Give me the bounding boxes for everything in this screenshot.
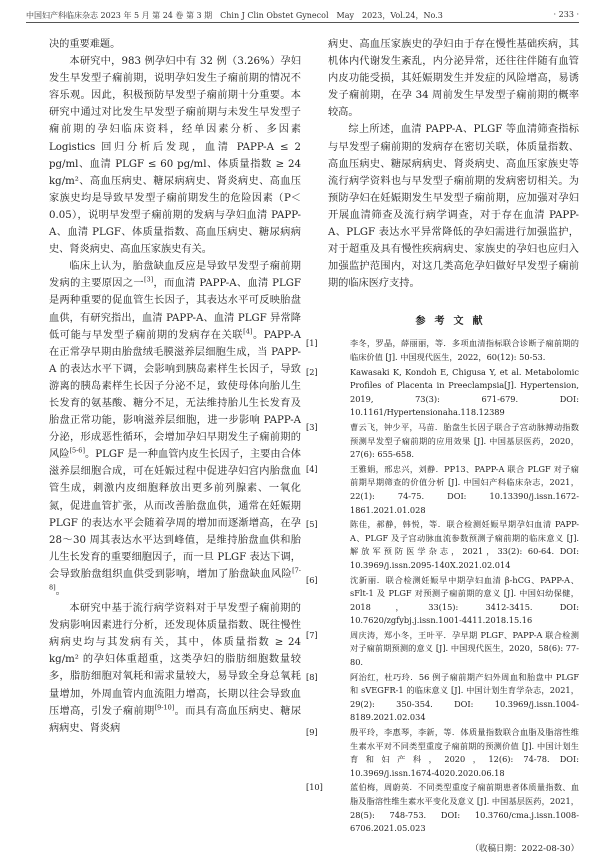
reference-number: [7] [306, 629, 318, 640]
citation: [9-10] [154, 703, 175, 712]
text-run: 临床上认为，胎盘缺血反应是导致早发型子痫前期发病的主要原因之一 [49, 261, 301, 290]
reference-item [306, 421, 579, 462]
reference-item [306, 518, 579, 572]
reference-item [306, 463, 579, 517]
citation: [3] [143, 275, 154, 284]
page-number: · 233 · [553, 10, 579, 19]
reference-number: [4] [306, 463, 318, 474]
text-run: 。而具有高血压病史、糖尿病病史、肾炎病 [49, 705, 302, 734]
reference-item [306, 366, 579, 420]
reference-text: 周庆涛，郑小冬，王叶平．孕早期 PLGF、PAPP-A 联合检测对子痫前期预测的意义 [J]. 中国现代医生，2020，58(6): 77-80. [350, 629, 579, 668]
text-run: 。PLGF 是一种血管内皮生长因子，主要由合体滋养层细胞合成，可在妊娠过程中促进孕妇宫内胎盘血管生成，刺激内皮细胞释放出更多前列腺素、一氧化氮，促进血管扩张，从而改善胎盘血供，通常在妊娠期 PLGF 的表达水平会随着孕周的增加而逐渐增高，在孕 28～30 周其表达水平达到峰值，是维持胎盘血供和胎儿生长发育的重要细胞因子，而一旦 PLGF 表达下调，会导致胎盘组织血供受到影响，增加了胎盘缺血风险 [49, 449, 301, 580]
paragraph [49, 600, 301, 737]
received-date: （收稿日期：2022-08-30） [470, 843, 579, 854]
paragraph: 病史、高血压家族史的孕妇由于存在慢性基础疾病，其机体内代谢发生紊乱，内分泌异常，还往往伴随有血管内皮功能受损，其妊娠期发生并发症的风险增高，易诱发子痫前期，在孕 34 周前发生早发型子痫前期的概率较高。 [328, 39, 579, 119]
reference-text: 殷平玲，李惠琴，李新，等．体质量指数联合血脂及脂溶性维生素水平对不同类型重度子痫前期的预测价值 [J]. 中国计划生育和妇产科，2020，12(6): 74-78. DOI: 10.3969/j.issn.1674-4020.2020.06.18 [350, 727, 579, 778]
reference-text: 沈新丽．联合检测妊娠早中期孕妇血清 β-hCG、PAPP-A、sFlt-1 及 PLGF 对预测子痫前期的意义 [J]. 中国妇幼保健，2018，33(15): 3412-3415. DOI: 10.7620/zgfybj.j.issn.1001-4411.2018.15.16 [350, 574, 579, 626]
running-header [26, 8, 579, 23]
reference-number: [6] [306, 574, 318, 585]
reference-text: 曹云飞，钟少平，马苗．胎盘生长因子联合子宫动脉搏动指数预测早发型子痫前期的应用效果 [J]. 中国基层医药，2020，27(6): 655-658. [350, 421, 579, 460]
text-run: ，而血清 PAPP-A、血清 PLGF 是两种重要的促血管生长因子，其表达水平可反映胎盘血供，有研究指出，血清 PAPP-A、血清 PLGF 异常降低可能与早发型子痫前期的发病存在关联 [49, 278, 302, 341]
reference-number: [5] [306, 519, 318, 530]
text-run: 。 [55, 586, 66, 597]
paragraph: 决的重要难题。 [49, 39, 121, 50]
right-column [306, 36, 579, 854]
reference-list [306, 337, 579, 835]
reference-number: [8] [306, 671, 318, 682]
reference-number: [3] [306, 421, 318, 432]
left-column [49, 36, 301, 737]
references-heading: 参考文献 [415, 316, 492, 328]
reference-text: 蓝伯梅，周蔚英．不同类型重度子痫前期患者体质量指数、血脂及脂溶性维生素水平变化及意义 [J]. 中国基层医药，2021，28(5): 748-753. DOI: 10.3760/cma.j.issn.1008-6706.2021.05.023 [350, 782, 579, 834]
text-run: 。PAPP-A 在正常孕早期由胎盘绒毛膜滋养层细胞生成，当 PAPP-A 的表达水平下调，会影响到胰岛素样生长因子，导致游离的胰岛素样生长因子分泌不足，致使母体向胎儿生长发育的氨基酸、糖分不足，无法维持胎儿生长发育及胎盘正常功能，影响滋养层细胞，进一步影响 PAPP-A 分泌，形成恶性循环，会增加孕妇早期发生子痫前期的风险 [49, 329, 302, 461]
reference-item [306, 629, 579, 670]
reference-text: 王雅娟，邢忠兴，刘静．PP13、PAPP-A 联合 PLGF 对子痫前期早期筛查的价值分析 [J]. 中国妇产科临床杂志，2021，22(1): 74-75. DOI: 10.13390/j.issn.1672-1861.2021.01.028 [350, 463, 579, 515]
reference-number: [2] [306, 366, 318, 377]
reference-item [306, 781, 579, 835]
reference-number: [9] [306, 727, 318, 738]
reference-item [306, 574, 579, 628]
reference-item [306, 671, 579, 725]
text-run: 本研究中基于流行病学资料对于早发型子痫前期的发病影响因素进行分析，还发现体质量指数、既往慢性病病史均与其发病有关，其中，体质量指数 ≥ 24 kg/m² 的孕妇体重超重，这类孕妇的脂肪细胞数量较多，脂肪细胞对氧耗和需求量较大，易导致全身总氧耗量增加，外周血管内血流阻力增高，长期以往会导致血压增高，引发子痫前期 [49, 603, 301, 717]
reference-text: 陈佳，郝静，韩悦，等．联合检测妊娠早期孕妇血清 PAPP-A、PLGF 及子宫动脉血流参数预测子痫前期的临床意义 [J]. 解放军预防医学杂志，2021，33(2): 60-64. DOI: 10.3969/j.issn.2095-140X.2021.02.014 [350, 519, 579, 570]
citation: [7-8] [49, 566, 301, 592]
reference-text: 阿治红，杜巧玲．56 例子痫前期产妇外周血和胎盘中 PLGF 和 sVEGFR-1 的临床意义 [J]. 中国计划生育学杂志，2021，29(2): 350-354. DOI: 10.3969/j.issn.1004-8189.2021.02.034 [350, 671, 579, 723]
citation: [4] [243, 327, 253, 336]
reference-text: 李冬，罗晶，薛丽丽，等．多项血清指标联合诊断子痫前期的临床价值 [J]. 中国现代医生，2022，60(12): 50-53. [350, 338, 579, 362]
paragraph: 综上所述，血清 PAPP-A、PLGF 等血清筛查指标与早发型子痫前期的发病存在密切关联，体质量指数、高血压病史、糖尿病病史、肾炎病史、高血压家族史等流行病学资料也与早发型子痫前期的发病密切相关。为预防孕妇在妊娠期发生早发型子痫前期，应加强对孕妇开展血清筛查及流行病学调查，对于存在血清 PAPP-A、PLGF 表达水平异常降低的孕妇需进行加强监护，对于超重及具有慢性疾病病史、家族史的孕妇也应归入加强监护范围内，对这几类高危孕妇做好早发型子痫前期的临床医疗支持。 [328, 124, 579, 290]
paragraph: 本研究中，983 例孕妇中有 32 例（3.26%）孕妇发生早发型子痫前期，说明孕妇发生子痫前期的情况不容乐观。因此，积极预防早发型子痫前期十分重要。本研究中通过对比发生早发型子痫前期与未发生早发型子痫前期的孕妇临床资料，经单因素分析、多因素 Logistics 回归分析后发现，血清 PAPP-A ≤ 2 pg/ml、血清 PLGF ≤ 60 pg/ml、体质量指数 ≥ 24 kg/m²、高血压病史、糖尿病病史、肾炎病史、高血压家族史均是导致早发型子痫前期发生的危险因素（P＜0.05），说明早发型子痫前期的发病与孕妇血清 PAPP-A、血清 PLGF、体质量指数、高血压病史、糖尿病病史、肾炎病史、高血压家族史有关。 [49, 56, 301, 256]
reference-item [306, 726, 579, 780]
reference-text: Kawasaki K, Kondoh E, Chigusa Y, et al. Metabolomic Profiles of Placenta in Preeclampsia[J]. Hypertension, 2019, 73(3): 671-679. DOI: 10.1161/Hypertensionaha.118.12389 [350, 366, 579, 418]
journal-title: 中国妇产科临床杂志 2023 年 5 月 第 24 卷 第 3 期 Chin J Clin Obstet Gynecol May 2023，Vol.24，No.3 [26, 11, 443, 20]
reference-number: [10] [306, 782, 323, 793]
citation: [5-6] [69, 446, 85, 455]
reference-number: [1] [306, 338, 318, 349]
reference-item [306, 337, 579, 364]
paragraph [49, 258, 301, 600]
